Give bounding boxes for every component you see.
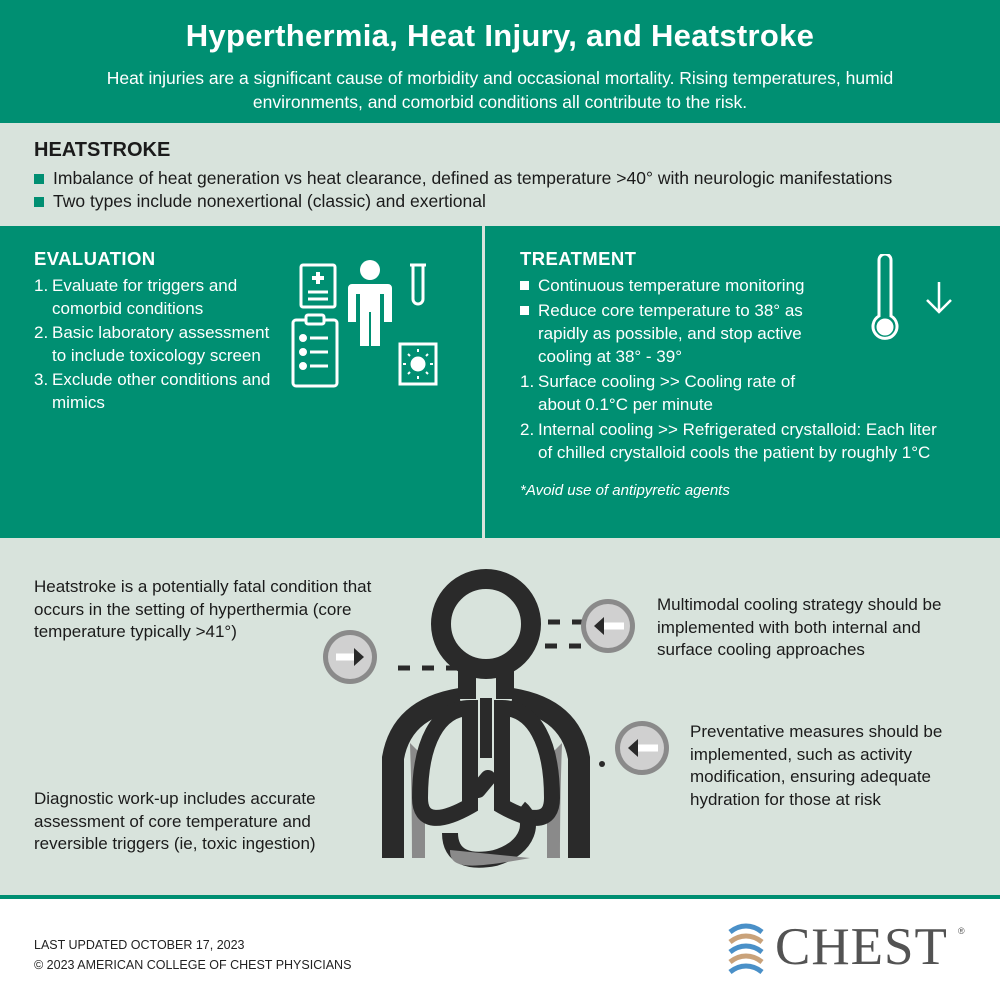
item-number: 2. [520, 420, 535, 439]
evaluation-heading: EVALUATION [34, 248, 156, 269]
page-title: Hyperthermia, Heat Injury, and Heatstroke [185, 18, 815, 53]
test-tube-icon [410, 265, 426, 304]
item-text: Exclude other conditions and mimics [52, 370, 271, 412]
treatment-heading: TREATMENT [520, 248, 637, 269]
arrow-down-icon [927, 282, 951, 312]
key-point-diagnostic-workup: Diagnostic work-up includes accurate assessment of core temperature and reversible triggers (ie, toxic ingestion) [34, 789, 316, 853]
item-text: Surface cooling >> Cooling rate of about 0.1°C per minute [538, 372, 796, 414]
registered-mark: ® [958, 926, 965, 936]
item-text: Evaluate for triggers and comorbid conditions [52, 276, 238, 318]
key-point-fatal-condition: Heatstroke is a potentially fatal condition that occurs in the setting of hyperthermia (core temperature typically >41°) [34, 577, 372, 641]
bullet-square-icon [520, 306, 529, 315]
chest-logo-text: CHEST [775, 918, 948, 976]
thermometer-icon [873, 254, 897, 338]
treatment-icons [870, 254, 960, 349]
item-text: Internal cooling >> Refrigerated crystalloid: Each liter of chilled crystalloid cools the patient by roughly 1°C [538, 420, 937, 462]
bullet-square-icon [34, 174, 44, 184]
treatment-bullet-text: Continuous temperature monitoring [538, 276, 805, 295]
evaluation-panel [0, 226, 482, 538]
heatstroke-bullet-text: Two types include nonexertional (classic) and exertional [53, 191, 486, 211]
patient-icon [348, 260, 392, 346]
item-number: 1. [34, 276, 49, 295]
heatstroke-heading: HEATSTROKE [34, 139, 171, 161]
clipboard-icon [293, 315, 337, 386]
item-number: 3. [34, 370, 49, 389]
treatment-item [520, 418, 1000, 464]
treatment-item [520, 370, 1000, 416]
xray-icon [400, 344, 436, 384]
treatment-panel [485, 226, 1000, 538]
item-number: 2. [34, 323, 49, 342]
arrow-left-icon [614, 720, 670, 776]
header-banner [0, 0, 1000, 123]
heatstroke-bullet [34, 167, 1000, 190]
key-points-section [0, 538, 1000, 895]
treatment-note: *Avoid use of antipyretic agents [520, 482, 730, 499]
heatstroke-bullet [34, 190, 1000, 213]
evaluation-icons [290, 260, 450, 430]
heatstroke-section [0, 123, 1000, 226]
medical-record-icon [301, 265, 335, 307]
chest-logo-mark-icon [726, 920, 776, 976]
item-text: Basic laboratory assessment to include toxicology screen [52, 323, 270, 365]
arrow-left-icon [580, 598, 636, 654]
page-subtitle: Heat injuries are a significant cause of morbidity and occasional mortality. Rising temperatures, humid environments, and comorbid conditions all contribute to the risk. [106, 68, 894, 112]
last-updated: LAST UPDATED OCTOBER 17, 2023 [34, 938, 245, 952]
footer-text [34, 935, 351, 975]
copyright: © 2023 AMERICAN COLLEGE OF CHEST PHYSICIANS [34, 958, 352, 972]
key-point-prevention: Preventative measures should be implemented, such as activity modification, ensuring adequate hydration for those at risk [690, 722, 943, 809]
heatstroke-bullet-text: Imbalance of heat generation vs heat clearance, defined as temperature >40° with neurologic manifestations [53, 168, 893, 188]
key-point-multimodal-cooling: Multimodal cooling strategy should be implemented with both internal and surface cooling approaches [657, 595, 942, 659]
treatment-bullet-text: Reduce core temperature to 38° as rapidly as possible, and stop active cooling at 38° - 39° [538, 301, 803, 366]
bullet-square-icon [520, 281, 529, 290]
item-number: 1. [520, 372, 535, 391]
bullet-square-icon [34, 197, 44, 207]
